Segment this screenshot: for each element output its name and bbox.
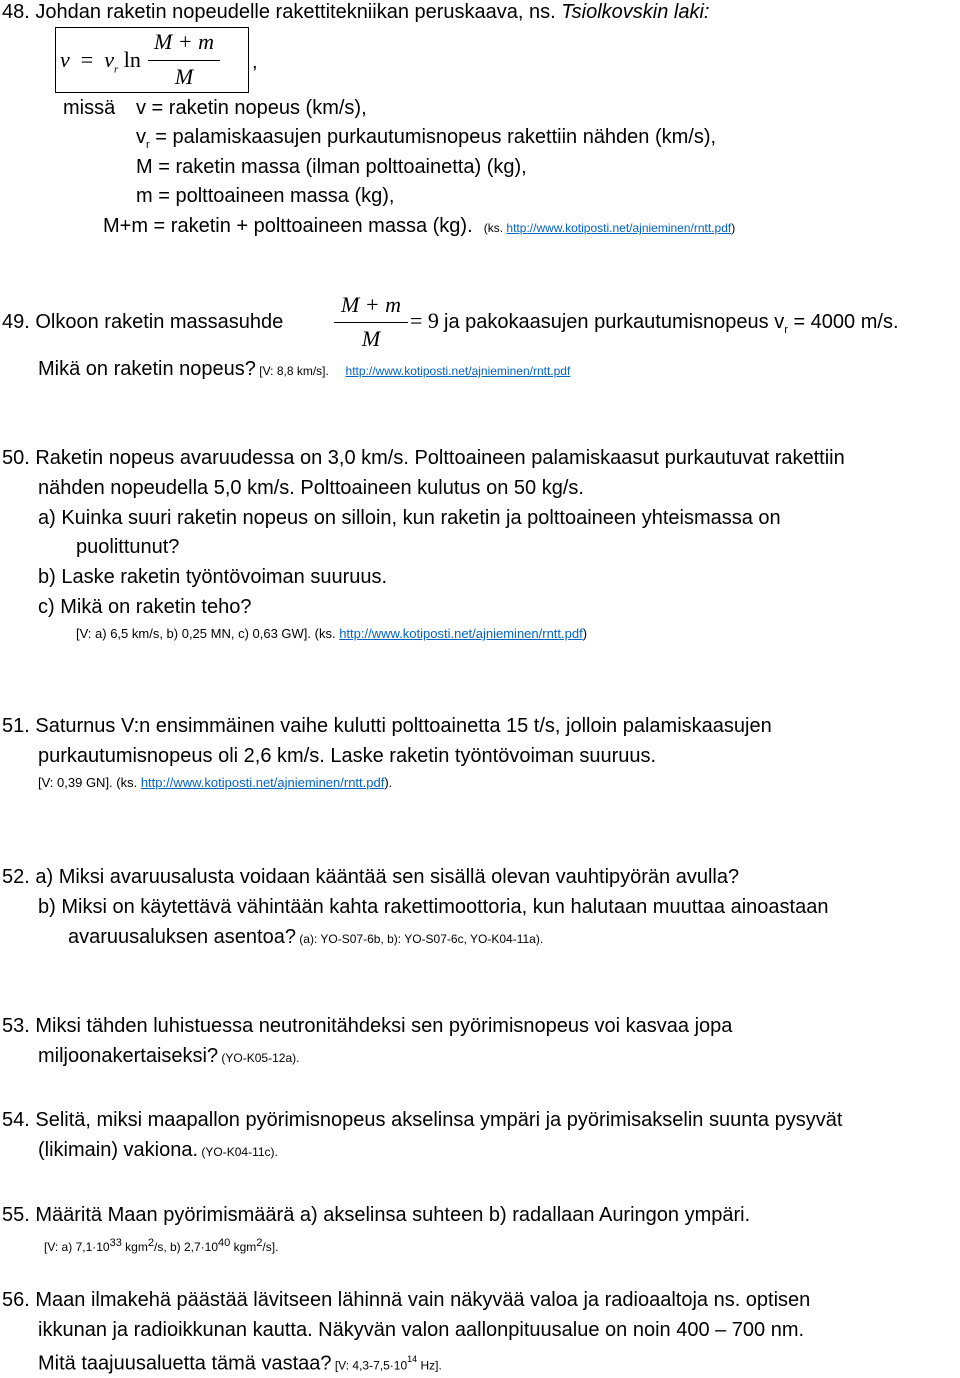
formula-denominator: M [174,64,194,89]
problem-56-line2: ikkunan ja radioikkunan kautta. Näkyvän valon aallonpituusalue on noin 400 – 700 nm. [38,1319,805,1341]
mass-ratio-value: = 9 [410,308,439,333]
mass-ratio-bar [334,322,408,323]
problem-52-b-cont: avaruusaluksen asentoa? (a): YO-S07-6b, b): YO-S07-6c, YO-K04-11a). [68,926,544,948]
problem-51-line2: purkautumisnopeus oli 2,6 km/s. Laske raketin työntövoiman suuruus. [38,745,657,767]
def-M: M = raketin massa (ilman polttoainetta) (kg), [136,156,527,178]
problem-50-line1: 50. Raketin nopeus avaruudessa on 3,0 km/s. Polttoaineen palamiskaasut purkautuvat rakettiin [2,447,845,469]
problem-53-line2: miljoonakertaiseksi? (YO-K05-12a). [38,1045,300,1067]
problem-51-line1: 51. Saturnus V:n ensimmäinen vaihe kulutti polttoainetta 15 t/s, jolloin palamiskaasujen [2,715,772,737]
kotiposti-link[interactable]: http://www.kotiposti.net/ajnieminen/rntt.pdf [345,364,571,378]
problem-50-c: c) Mikä on raketin teho? [38,596,252,618]
problem-55-line1: 55. Määritä Maan pyörimismäärä a) akselinsa suhteen b) radallaan Auringon ympäri. [2,1204,751,1226]
problem-54-line2: (likimain) vakiona. (YO-K04-11c). [38,1139,278,1161]
problem-51-answer: [V: 0,39 GN]. (ks. http://www.kotiposti.net/ajnieminen/rntt.pdf). [38,775,393,790]
problem-49-question: Mikä on raketin nopeus? [V: 8,8 km/s]. http://www.kotiposti.net/ajnieminen/rntt.pdf [38,358,571,380]
problem-49-text: 49. Olkoon raketin massasuhde [2,311,284,333]
mass-ratio-denominator: M [361,326,381,351]
problem-50-answer: [V: a) 6,5 km/s, b) 0,25 MN, c) 0,63 GW]. (ks. http://www.kotiposti.net/ajnieminen/rntt.pdf) [76,626,588,641]
formula-numerator: M + m [153,29,215,54]
problem-54-line1: 54. Selitä, miksi maapallon pyörimisnopeus akselinsa ympäri ja pyörimisakselin suunta pysyvät [2,1109,843,1131]
def-vr: $v_r$ = palamiskaasujen purkautumisnopeus rakettiin nähden (km/s), [136,126,717,151]
problem-56-line3: Mitä taajuusaluetta tämä vastaa? [V: $4,3-7,5\cdot 10^{14}$ Hz]. [38,1352,442,1375]
def-v: v = raketin nopeus (km/s), [136,97,367,119]
def-Mm: M+m = raketin + polttoaineen massa (kg). (ks. http://www.kotiposti.net/ajnieminen/rntt.pdf) [103,215,736,237]
problem-52-a: 52. a) Miksi avaruusalusta voidaan kääntää sen sisällä olevan vauhtipyörän avulla? [2,866,740,888]
problem-55-answer: [V: a) $7,1\cdot 10^{33}$ kgm$^2$/s, b) $2,7\cdot 10^{40}$ kgm$^2$/s]. [44,1237,279,1254]
problem-50-a-cont: puolittunut? [76,536,180,558]
problem-50-b: b) Laske raketin työntövoiman suuruus. [38,566,388,588]
problem-56-line1: 56. Maan ilmakehä päästää lävitseen lähinnä vain näkyvää valoa ja radioaaltoja ns. optisen [2,1289,811,1311]
formula-comma: , [252,51,258,73]
problem-52-b: b) Miksi on käytettävä vähintään kahta rakettimoottoria, kun halutaan muuttaa ainoastaan [38,896,829,918]
problem-50-line2: nähden nopeudella 5,0 km/s. Polttoaineen kulutus on 50 kg/s. [38,477,584,499]
def-m: m = polttoaineen massa (kg), [136,185,395,207]
problem-53-line1: 53. Miksi tähden luhistuessa neutronitähdeksi sen pyörimisnopeus voi kasvaa jopa [2,1015,733,1037]
kotiposti-link[interactable]: http://www.kotiposti.net/ajnieminen/rntt.pdf [339,626,583,641]
problem-48-title: 48. Johdan raketin nopeudelle rakettitekniikan peruskaava, ns. Tsiolkovskin laki: [2,1,710,23]
problem-50-a: a) Kuinka suuri raketin nopeus on silloin, kun raketin ja polttoaineen yhteismassa on [38,507,781,529]
formula-lhs: $v = v_r$ ln [60,47,141,76]
problem-49-rest: ja pakokaasujen purkautumisnopeus $v_r = 4000$ m/s. [444,311,899,336]
mass-ratio-numerator: M + m [340,292,402,317]
kotiposti-link[interactable]: http://www.kotiposti.net/ajnieminen/rntt.pdf [506,221,732,235]
where-label: missä [63,97,116,119]
formula-fraction-bar [148,60,220,61]
kotiposti-link[interactable]: http://www.kotiposti.net/ajnieminen/rntt.pdf [140,775,385,790]
